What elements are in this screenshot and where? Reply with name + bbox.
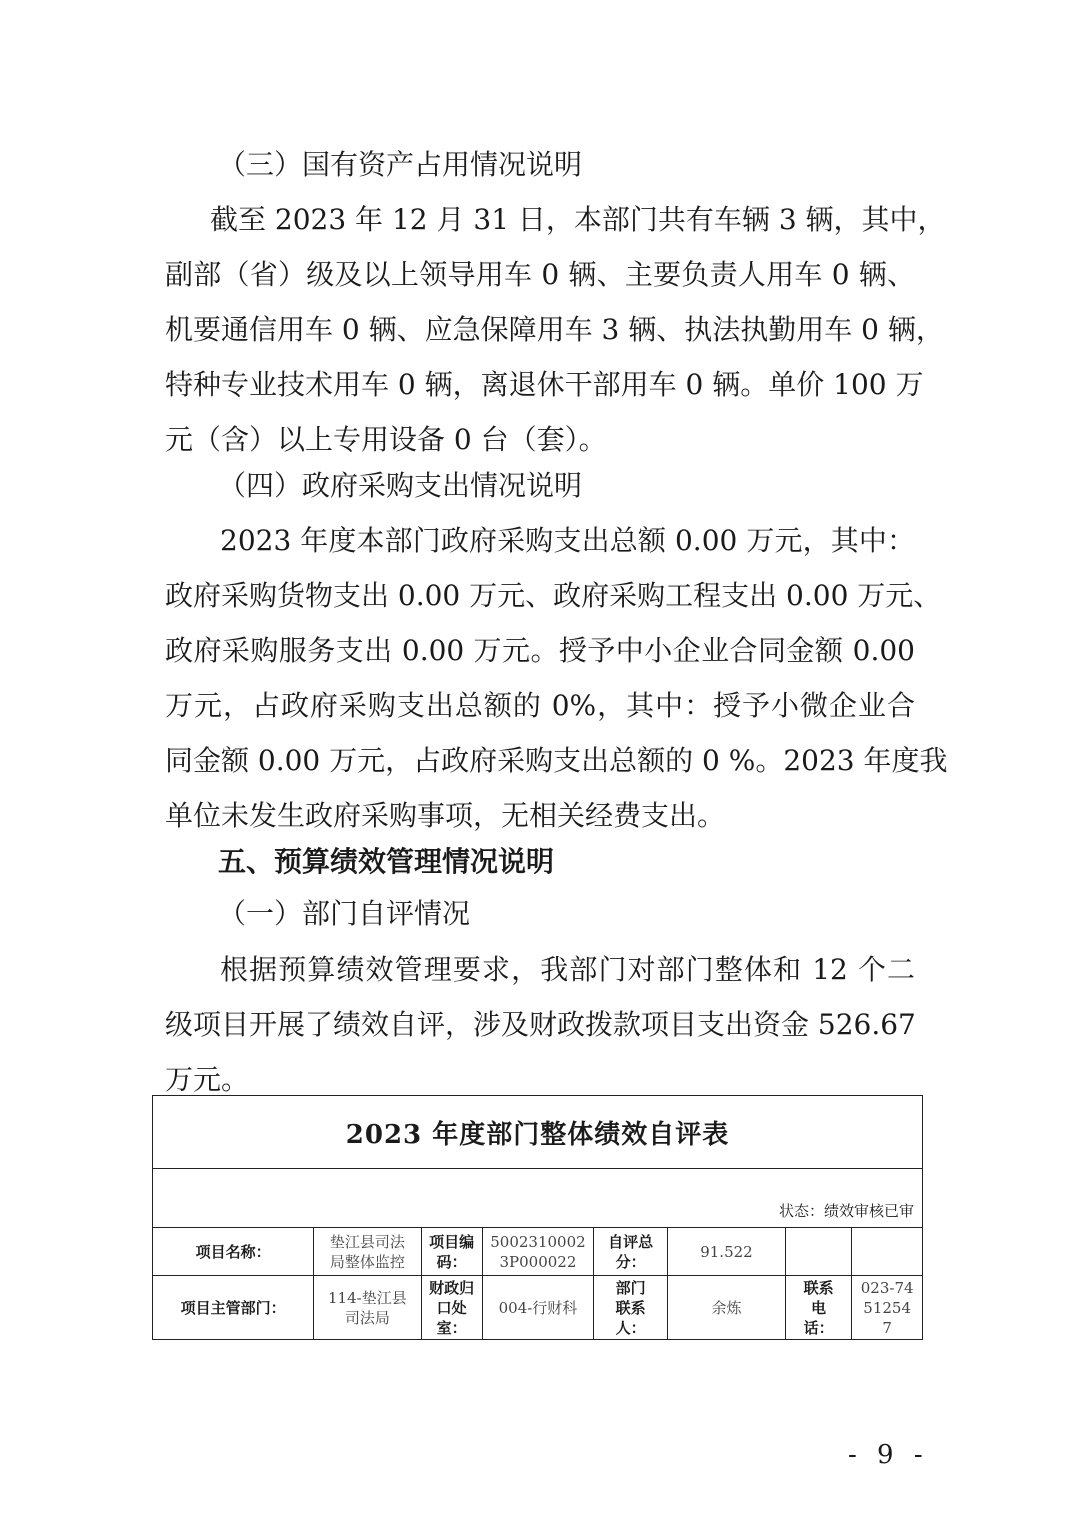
- section-4-body: [165, 513, 948, 843]
- section-3-line: 元（含）以上专用设备 0 台（套）。: [165, 423, 607, 456]
- table-title: 2023 年度部门整体绩效自评表: [153, 1096, 923, 1169]
- section-4-line: 万元，占政府采购支出总额的 0%，其中：授予小微企业合: [165, 689, 915, 722]
- page-number: - 9 -: [848, 1440, 929, 1470]
- section-5-body: [165, 942, 915, 1107]
- section-5-line: 级项目开展了绩效自评，涉及财政拨款项目支出资金 526.67: [165, 1008, 916, 1041]
- project-code-label: 项目编码：: [421, 1228, 482, 1276]
- section-4-line: 政府采购服务支出 0.00 万元。授予中小企业合同金额 0.00: [165, 634, 915, 667]
- empty-cell: [852, 1228, 923, 1276]
- contact-label: 部门联系人：: [594, 1276, 668, 1340]
- table-status: 状态：绩效审核已审: [153, 1169, 923, 1228]
- section-5-line: 根据预算绩效管理要求，我部门对部门整体和 12 个二: [220, 953, 915, 986]
- section-3-line: 截至 2023 年 12 月 31 日，本部门共有车辆 3 辆，其中，: [210, 203, 946, 236]
- section-4-line: 同金额 0.00 万元，占政府采购支出总额的 0 %。2023 年度我: [165, 744, 948, 777]
- section-4-line: 政府采购货物支出 0.00 万元、政府采购工程支出 0.00 万元、: [165, 579, 942, 612]
- project-code-value: 50023100023P000022: [482, 1228, 594, 1276]
- section-3-line: 机要通信用车 0 辆、应急保障用车 3 辆、执法执勤用车 0 辆，: [165, 313, 944, 346]
- finance-office-value: 004-行财科: [482, 1276, 594, 1340]
- table-row: [153, 1228, 923, 1276]
- dept-label: 项目主管部门：: [153, 1276, 314, 1340]
- project-name-value: 垫江县司法局整体监控: [314, 1228, 421, 1276]
- section-4-line: 单位未发生政府采购事项，无相关经费支出。: [165, 799, 726, 832]
- empty-cell: [785, 1228, 851, 1276]
- finance-office-label: 财政归口处室：: [421, 1276, 482, 1340]
- self-score-value: 91.522: [668, 1228, 786, 1276]
- section-5-line: 万元。: [165, 1063, 250, 1096]
- section-3-heading: （三）国有资产占用情况说明: [218, 148, 583, 181]
- contact-value: 余炼: [668, 1276, 786, 1340]
- section-5-sub-heading: （一）部门自评情况: [218, 897, 471, 930]
- section-4-line: 2023 年度本部门政府采购支出总额 0.00 万元，其中：: [220, 524, 915, 557]
- dept-value: 114-垫江县司法局: [314, 1276, 421, 1340]
- phone-label: 联系电话：: [785, 1276, 851, 1340]
- section-4-heading: （四）政府采购支出情况说明: [218, 469, 583, 502]
- project-name-label: 项目名称：: [153, 1228, 314, 1276]
- section-3-body: [165, 192, 946, 467]
- performance-evaluation-table: [152, 1095, 923, 1340]
- self-score-label: 自评总分：: [594, 1228, 668, 1276]
- section-3-line: 特种专业技术用车 0 辆，离退休干部用车 0 辆。单价 100 万: [165, 368, 924, 401]
- section-3-line: 副部（省）级及以上领导用车 0 辆、主要负责人用车 0 辆、: [165, 258, 915, 291]
- table-row: [153, 1276, 923, 1340]
- section-5-heading: 五、预算绩效管理情况说明: [218, 845, 555, 878]
- phone-value: 023-74512547: [852, 1276, 923, 1340]
